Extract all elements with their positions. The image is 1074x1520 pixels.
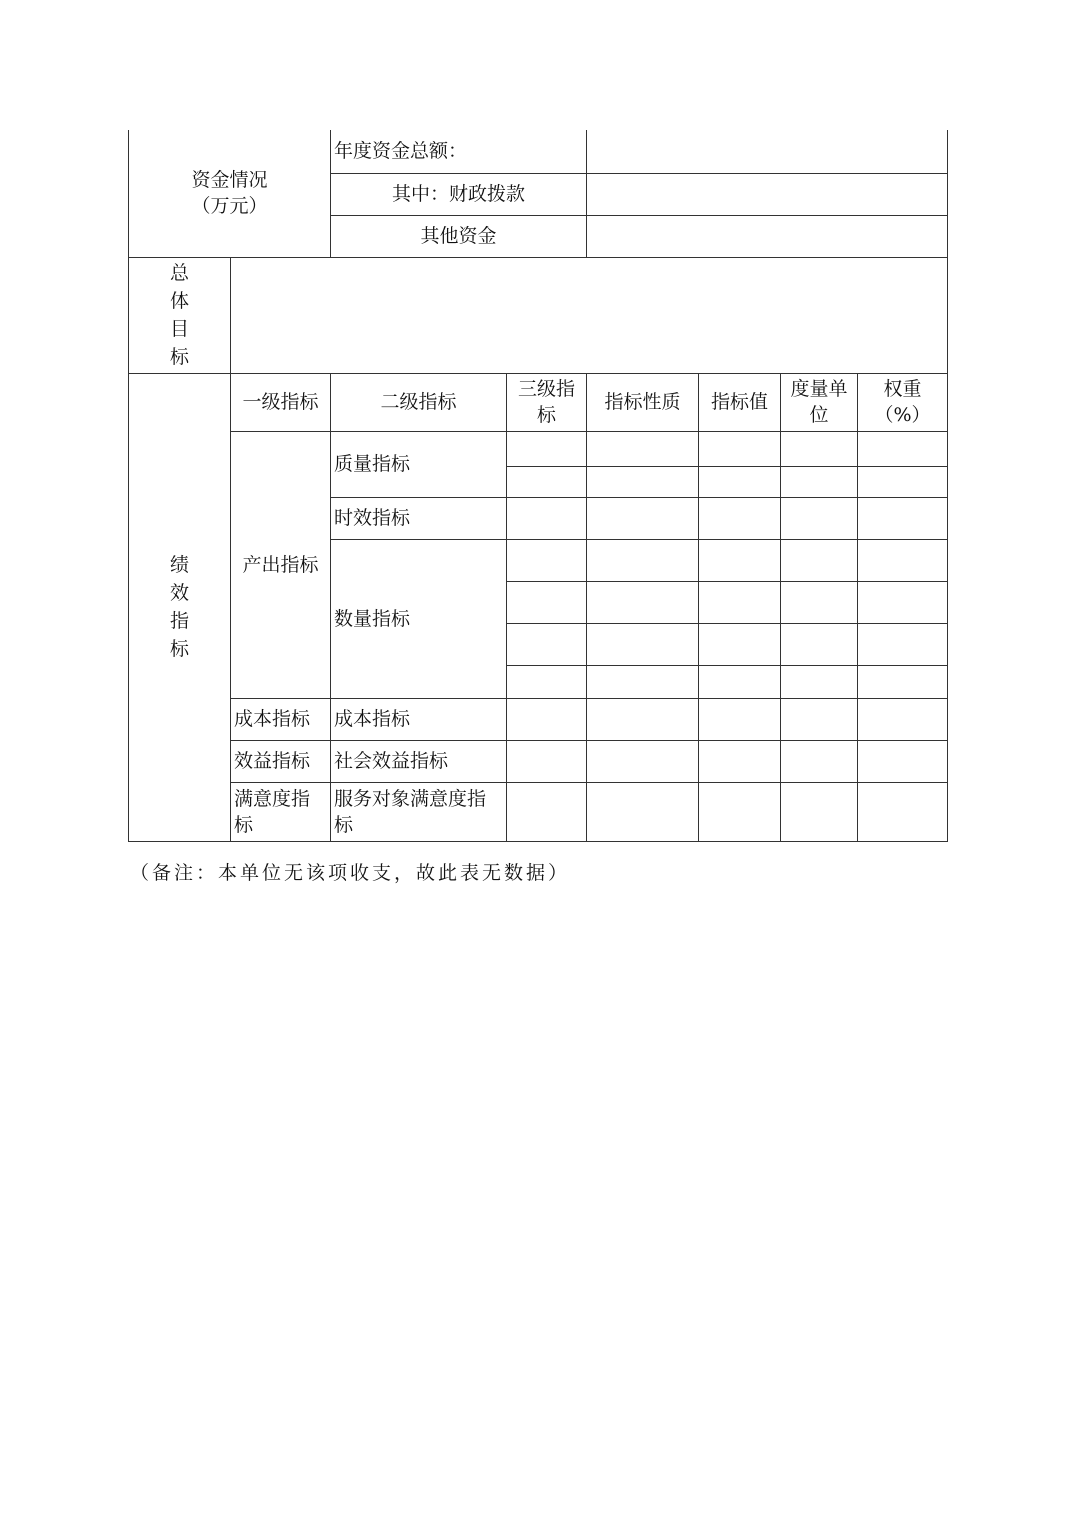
table-cell bbox=[699, 782, 781, 841]
table-cell bbox=[587, 740, 699, 782]
table-cell bbox=[507, 431, 587, 466]
table-cell bbox=[781, 623, 858, 665]
funds-label-cell bbox=[129, 130, 331, 257]
header-level1: 一级指标 bbox=[231, 373, 331, 431]
cost-indicator-l1: 成本指标 bbox=[231, 698, 331, 740]
table-cell bbox=[587, 431, 699, 466]
table-cell bbox=[781, 698, 858, 740]
fiscal-allocation-label: 其中：财政拨款 bbox=[331, 173, 587, 215]
table-cell bbox=[699, 740, 781, 782]
output-indicator: 产出指标 bbox=[231, 431, 331, 698]
fiscal-allocation-value bbox=[587, 173, 948, 215]
table-cell bbox=[587, 581, 699, 623]
header-level2: 二级指标 bbox=[331, 373, 507, 431]
performance-target-table bbox=[128, 130, 948, 842]
table-cell bbox=[858, 581, 948, 623]
header-nature: 指标性质 bbox=[587, 373, 699, 431]
table-cell bbox=[507, 698, 587, 740]
footnote: （备注：本单位无该项收支，故此表无数据） bbox=[130, 862, 571, 884]
header-weight: 权重（%） bbox=[858, 373, 948, 431]
table-cell bbox=[699, 698, 781, 740]
table-cell bbox=[507, 740, 587, 782]
table-cell bbox=[781, 497, 858, 539]
table-cell bbox=[507, 466, 587, 497]
table-cell bbox=[587, 466, 699, 497]
funds-label: 资金情况 bbox=[191, 169, 268, 192]
table-cell bbox=[858, 497, 948, 539]
annual-total-value bbox=[587, 130, 948, 173]
funds-unit: （万元） bbox=[191, 195, 268, 218]
header-unit: 度量单位 bbox=[781, 373, 858, 431]
table-cell bbox=[858, 782, 948, 841]
timeliness-indicator: 时效指标 bbox=[331, 497, 507, 539]
table-cell bbox=[507, 539, 587, 581]
table-cell bbox=[587, 497, 699, 539]
table-cell bbox=[587, 665, 699, 698]
table-cell bbox=[858, 740, 948, 782]
table-cell bbox=[587, 698, 699, 740]
table-cell bbox=[699, 581, 781, 623]
satisfaction-indicator-l2: 服务对象满意度指标 bbox=[331, 782, 507, 841]
overall-goal-content bbox=[231, 257, 948, 373]
performance-indicator-label: 绩 效 指 标 bbox=[129, 373, 231, 841]
table-cell bbox=[587, 782, 699, 841]
table-cell bbox=[781, 665, 858, 698]
table-cell bbox=[507, 497, 587, 539]
table-cell bbox=[781, 740, 858, 782]
quality-indicator: 质量指标 bbox=[331, 431, 507, 497]
table-cell bbox=[699, 466, 781, 497]
overall-goal-label: 总 体 目 标 bbox=[129, 257, 231, 373]
table-cell bbox=[858, 623, 948, 665]
table-cell bbox=[781, 466, 858, 497]
table-cell bbox=[781, 431, 858, 466]
table-cell bbox=[858, 431, 948, 466]
table-cell bbox=[699, 623, 781, 665]
table-cell bbox=[781, 782, 858, 841]
cost-indicator-l2: 成本指标 bbox=[331, 698, 507, 740]
table-cell bbox=[781, 581, 858, 623]
header-value: 指标值 bbox=[699, 373, 781, 431]
benefit-indicator-l1: 效益指标 bbox=[231, 740, 331, 782]
table-cell bbox=[699, 497, 781, 539]
benefit-indicator-l2: 社会效益指标 bbox=[331, 740, 507, 782]
table-cell bbox=[699, 539, 781, 581]
other-funds-value bbox=[587, 215, 948, 257]
table-cell bbox=[587, 623, 699, 665]
table-cell bbox=[507, 623, 587, 665]
table-cell bbox=[699, 665, 781, 698]
table-cell bbox=[781, 539, 858, 581]
table-cell bbox=[587, 539, 699, 581]
table-cell bbox=[507, 581, 587, 623]
header-level3: 三级指标 bbox=[507, 373, 587, 431]
other-funds-label: 其他资金 bbox=[331, 215, 587, 257]
table-cell bbox=[507, 665, 587, 698]
table-cell bbox=[858, 665, 948, 698]
table-cell bbox=[858, 466, 948, 497]
satisfaction-indicator-l1: 满意度指标 bbox=[231, 782, 331, 841]
table-cell bbox=[858, 539, 948, 581]
table-cell bbox=[507, 782, 587, 841]
table-cell bbox=[858, 698, 948, 740]
table-cell bbox=[699, 431, 781, 466]
annual-total-label: 年度资金总额： bbox=[331, 130, 587, 173]
quantity-indicator: 数量指标 bbox=[331, 539, 507, 698]
